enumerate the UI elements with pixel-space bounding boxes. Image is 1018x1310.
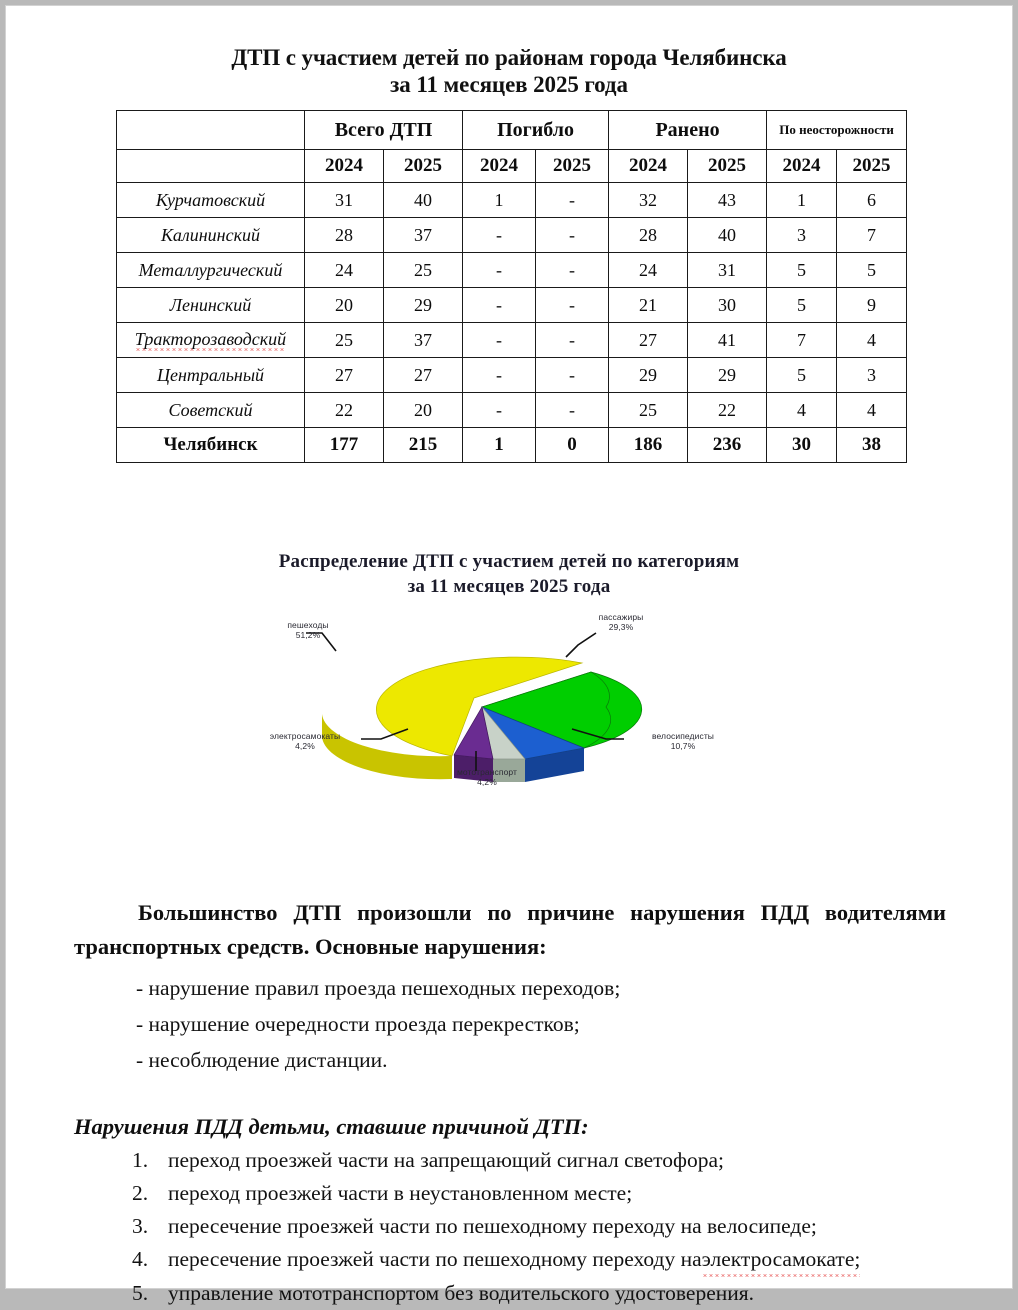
table-row <box>117 218 907 253</box>
violations-dash-list <box>74 970 946 1078</box>
table-cell-value: 27 <box>305 358 384 393</box>
table-cell-district: Металлургический <box>117 253 305 288</box>
table-cell-total-value: 236 <box>688 428 767 463</box>
pie-label-escooters-value: 4,2% <box>295 741 315 751</box>
table-cell-total-value: 1 <box>463 428 536 463</box>
header-year-injured-2025: 2025 <box>688 150 767 183</box>
table-cell-value: 3 <box>767 218 837 253</box>
child-violation-item: пересечение проезжей части по пешеходному переходу на велосипеде; <box>168 1214 817 1238</box>
table-cell-value: 9 <box>837 288 907 323</box>
pie-label-pedestrians-name: пешеходы <box>287 620 329 630</box>
table-row <box>117 358 907 393</box>
table-cell-value: 41 <box>688 323 767 358</box>
chart-title-line-1: Распределение ДТП с участием детей по категориям <box>278 551 740 572</box>
table-cell-value: 25 <box>609 393 688 428</box>
table-cell-value: - <box>463 253 536 288</box>
pie-label-motorcycles-value: 4,2% <box>477 777 497 787</box>
table-cell-value: 1 <box>463 183 536 218</box>
table-cell-value: 27 <box>384 358 463 393</box>
table-row <box>117 183 907 218</box>
table-group-header-row <box>117 111 907 150</box>
violation-dash-item: - нарушение правил проезда пешеходных переходов; <box>136 976 621 1000</box>
pie-label-cyclists <box>628 731 738 751</box>
header-year-killed-2024: 2024 <box>463 150 536 183</box>
subheading-child-violations: Нарушения ПДД детьми, ставшие причиной ДТП: <box>74 1114 589 1139</box>
leader-line-passengers <box>566 633 596 657</box>
table-cell-value: - <box>463 393 536 428</box>
violation-dash-item: - нарушение очередности проезда перекрестков; <box>136 1012 580 1036</box>
header-killed: Погибло <box>463 111 609 150</box>
header-year-negligence-2024: 2024 <box>767 150 837 183</box>
header-year-total-2025: 2025 <box>384 150 463 183</box>
table-cell-value: 40 <box>384 183 463 218</box>
table-row <box>117 323 907 358</box>
table-cell-value: - <box>463 358 536 393</box>
table-cell-value: - <box>536 288 609 323</box>
table-cell-district: Советский <box>117 393 305 428</box>
table-cell-total-value: 0 <box>536 428 609 463</box>
paragraph-main-text: Большинство ДТП произошли по причине нарушения ПДД водителями транспортных средств. Основные нарушения: <box>74 900 946 959</box>
table-body <box>117 183 907 463</box>
table-cell-district <box>117 323 305 358</box>
table-cell-value: 7 <box>767 323 837 358</box>
header-year-injured-2024: 2024 <box>609 150 688 183</box>
table-cell-value: 24 <box>609 253 688 288</box>
table-cell-value: 5 <box>767 288 837 323</box>
table-cell-total-value: 177 <box>305 428 384 463</box>
chart-title-line-2: за 11 месяцев 2025 года <box>407 576 611 597</box>
table-cell-value: 20 <box>384 393 463 428</box>
table-cell-value: 5 <box>837 253 907 288</box>
table-cell-value: 7 <box>837 218 907 253</box>
table-cell-value: 21 <box>609 288 688 323</box>
header-year-blank <box>117 150 305 183</box>
table-cell-district: Центральный <box>117 358 305 393</box>
table-cell-value: - <box>536 358 609 393</box>
table-cell-value: 25 <box>305 323 384 358</box>
table-cell-value: - <box>463 218 536 253</box>
table-cell-value: 24 <box>305 253 384 288</box>
table-row <box>117 393 907 428</box>
table-title-line-2: за 11 месяцев 2025 года <box>390 72 628 97</box>
header-year-total-2024: 2024 <box>305 150 384 183</box>
table-cell-value: - <box>463 323 536 358</box>
child-violation-item: переход проезжей части на запрещающий сигнал светофора; <box>168 1148 724 1172</box>
table-cell-value: - <box>536 393 609 428</box>
table-cell-value: 25 <box>384 253 463 288</box>
header-year-killed-2025: 2025 <box>536 150 609 183</box>
table-cell-value: 31 <box>688 253 767 288</box>
pie-label-escooters-name: электросамокаты <box>269 731 341 741</box>
violation-dash-item: - несоблюдение дистанции. <box>136 1048 388 1072</box>
pie-label-escooters <box>246 731 364 751</box>
table-cell-district: Курчатовский <box>117 183 305 218</box>
table-cell-total-label: Челябинск <box>117 428 305 463</box>
table-cell-value: - <box>536 323 609 358</box>
paragraph-main <box>74 896 946 964</box>
pie-label-cyclists-name: велосипедисты <box>651 731 715 741</box>
body-text-section <box>6 896 1012 1310</box>
header-by-negligence: По неосторожности <box>767 111 907 150</box>
table-cell-total-value: 38 <box>837 428 907 463</box>
child-violation-item-line1: пересечение проезжей части по пешеходному переходу на <box>168 1247 702 1271</box>
child-violations-numbered-list <box>74 1144 946 1310</box>
table-row <box>117 288 907 323</box>
table-cell-value: - <box>536 253 609 288</box>
pie-label-passengers <box>566 612 676 632</box>
accidents-by-district-table <box>116 110 907 463</box>
table-cell-value: 5 <box>767 358 837 393</box>
pie-label-pedestrians <box>260 620 356 640</box>
header-injured: Ранено <box>609 111 767 150</box>
table-cell-value: 28 <box>305 218 384 253</box>
table-cell-value: 4 <box>767 393 837 428</box>
table-cell-value: 37 <box>384 218 463 253</box>
pie-label-motorcycles-name: мототранспорт <box>456 767 518 777</box>
table-cell-value: 4 <box>837 393 907 428</box>
pie-chart-area <box>6 611 1012 826</box>
table-cell-total-value: 30 <box>767 428 837 463</box>
table-cell-value: 43 <box>688 183 767 218</box>
table-cell-value: 22 <box>688 393 767 428</box>
spellcheck-underline: Тракторозаводский <box>134 329 287 349</box>
pie-label-passengers-name: пассажиры <box>598 612 644 622</box>
header-district-blank <box>117 111 305 150</box>
table-row <box>117 253 907 288</box>
table-cell-value: 31 <box>305 183 384 218</box>
table-cell-value: 5 <box>767 253 837 288</box>
pie-label-pedestrians-value: 51,2% <box>295 630 321 640</box>
table-total-row <box>117 428 907 463</box>
table-year-header-row <box>117 150 907 183</box>
table-cell-value: - <box>536 183 609 218</box>
table-cell-value: - <box>536 218 609 253</box>
table-cell-value: 27 <box>609 323 688 358</box>
table-cell-value: 1 <box>767 183 837 218</box>
header-total-accidents: Всего ДТП <box>305 111 463 150</box>
stats-table-container <box>6 110 1012 463</box>
table-title <box>6 6 1012 98</box>
table-cell-value: - <box>463 288 536 323</box>
table-cell-value: 4 <box>837 323 907 358</box>
pie-label-motorcycles <box>432 767 542 787</box>
table-cell-total-value: 186 <box>609 428 688 463</box>
table-cell-value: 3 <box>837 358 907 393</box>
table-cell-value: 29 <box>384 288 463 323</box>
table-cell-value: 30 <box>688 288 767 323</box>
table-cell-district: Калининский <box>117 218 305 253</box>
table-cell-value: 37 <box>384 323 463 358</box>
pie-chart-svg <box>6 611 1012 826</box>
table-cell-value: 29 <box>688 358 767 393</box>
table-cell-total-value: 215 <box>384 428 463 463</box>
pie-label-cyclists-value: 10,7% <box>670 741 696 751</box>
pie-chart-section <box>6 549 1012 826</box>
child-violation-item: управление мототранспортом без водительского удостоверения. <box>168 1281 755 1305</box>
child-violation-item: переход проезжей части в неустановленном месте; <box>168 1181 633 1205</box>
table-title-line-1: ДТП с участием детей по районам города Челябинска <box>231 45 787 70</box>
table-cell-value: 29 <box>609 358 688 393</box>
table-cell-value: 20 <box>305 288 384 323</box>
child-violation-item <box>166 1243 946 1277</box>
pie-label-passengers-value: 29,3% <box>608 622 634 632</box>
table-cell-value: 28 <box>609 218 688 253</box>
table-cell-value: 6 <box>837 183 907 218</box>
table-cell-value: 32 <box>609 183 688 218</box>
table-cell-district: Ленинский <box>117 288 305 323</box>
document-page <box>6 6 1012 1305</box>
header-year-negligence-2025: 2025 <box>837 150 907 183</box>
table-cell-value: 40 <box>688 218 767 253</box>
table-cell-value: 22 <box>305 393 384 428</box>
spellcheck-underline: электросамокате; <box>702 1243 861 1277</box>
